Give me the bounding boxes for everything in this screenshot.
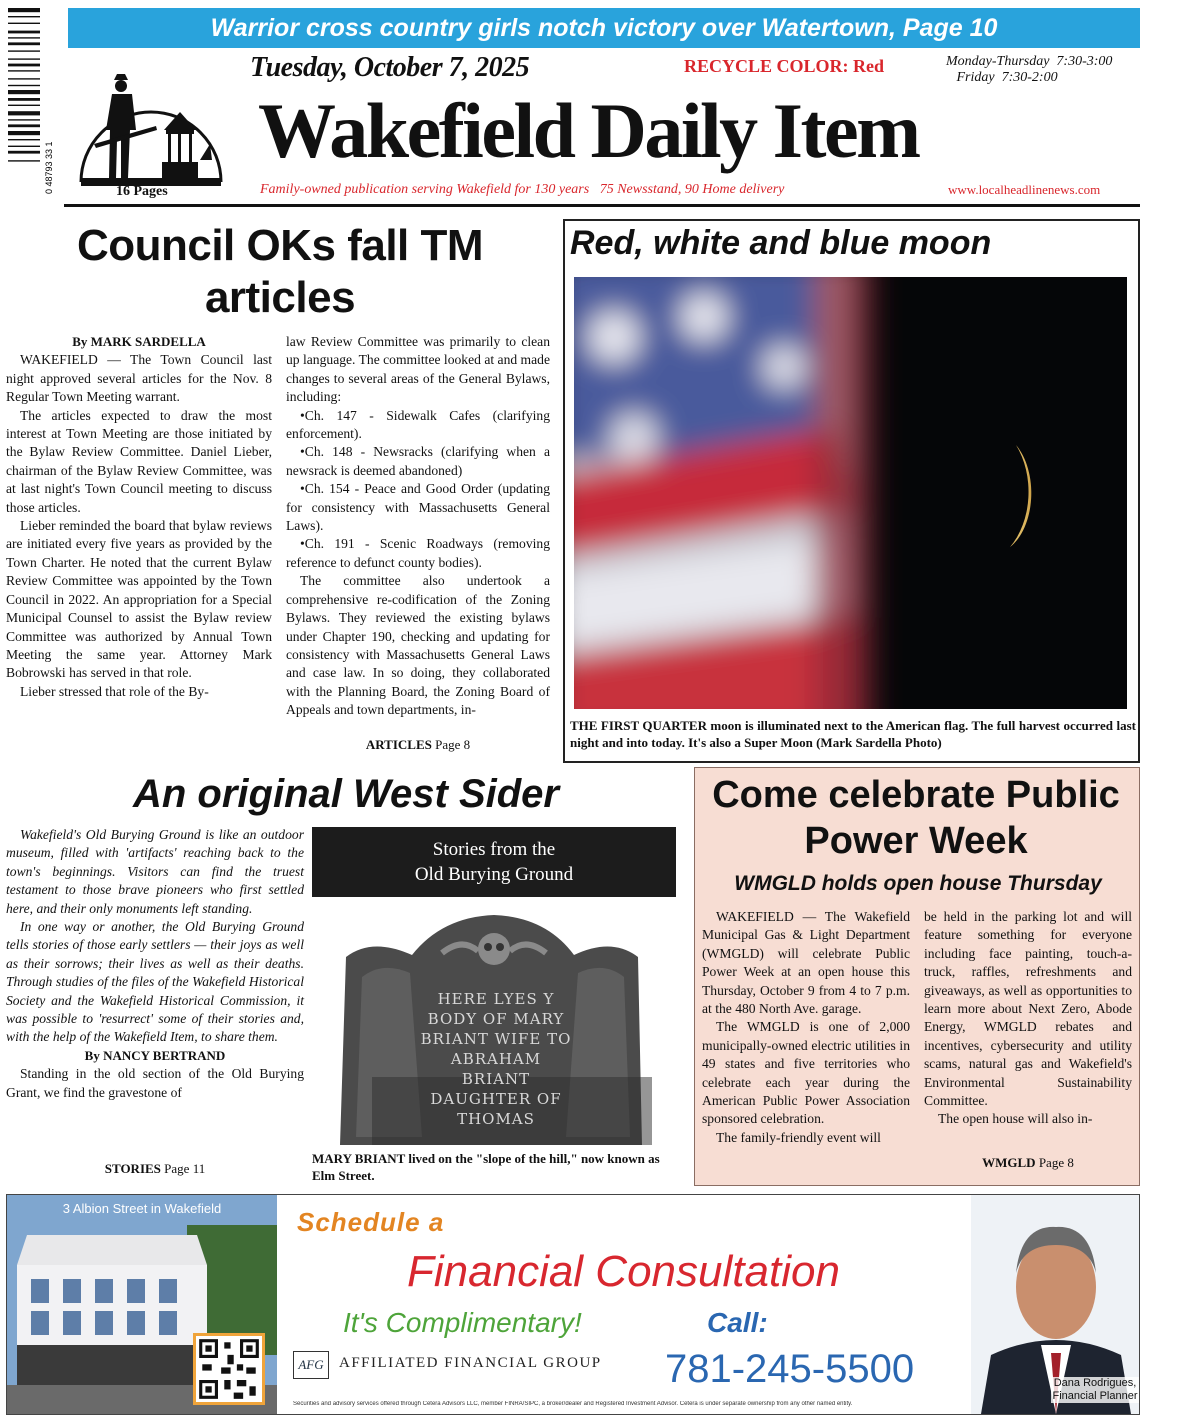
public-power-jump-link[interactable] bbox=[924, 1154, 1132, 1172]
council-column-1 bbox=[6, 333, 272, 701]
building-address: 3 Albion Street in Wakefield bbox=[62, 1201, 222, 1216]
barcode-bar bbox=[8, 131, 40, 135]
qr-code-icon[interactable] bbox=[193, 1333, 265, 1405]
issue-date: Tuesday, October 7, 2025 bbox=[250, 52, 530, 83]
barcode-bar bbox=[8, 85, 40, 86]
jump-page: Page 8 bbox=[431, 737, 471, 752]
moon-flag-photo[interactable] bbox=[574, 277, 1127, 709]
hours-friday: Friday 7:30-2:00 bbox=[946, 70, 1058, 85]
barcode-bar bbox=[8, 50, 40, 51]
recycle-color: RECYCLE COLOR: Red bbox=[684, 56, 885, 76]
paragraph: •Ch. 191 - Scenic Roadways (removing reference to defunct county bodies). bbox=[286, 536, 550, 570]
page-count: 16 Pages bbox=[116, 184, 168, 199]
paragraph: Lieber stressed that role of the By- bbox=[20, 683, 209, 699]
barcode-bar bbox=[8, 105, 40, 106]
afg-logo: AFG bbox=[293, 1351, 329, 1379]
tagline: Family-owned publication serving Wakefield for 130 years 75 Newsstand, 90 Home delivery bbox=[260, 182, 785, 197]
barcode bbox=[4, 4, 56, 204]
public-power-column-1 bbox=[702, 908, 910, 1147]
ad-phone-number[interactable]: 781-245-5500 bbox=[665, 1347, 915, 1391]
paragraph: •Ch. 148 - Newsracks (clarifying when a newsrack is deemed abandoned) bbox=[286, 444, 550, 478]
barcode-digits: 0 48793 33 1 bbox=[44, 141, 54, 194]
barcode-bar bbox=[8, 98, 40, 101]
council-jump-link[interactable] bbox=[286, 736, 550, 754]
barcode-bar bbox=[8, 37, 40, 38]
barcode-bar bbox=[8, 23, 40, 24]
ad-disclaimer: Securities and advisory services offered through Cetera Advisors LLC, member FINRA/SIPC, a broker/dealer and Registered Investment Advisor. Cetera is under separate ownership from any other named entity. bbox=[293, 1401, 853, 1407]
barcode-bar bbox=[8, 8, 40, 12]
paragraph: The WMGLD is one of 2,000 municipally-owned electric utilities in 49 states and five territories who celebrate each year during the American Public Power Association sponsored celebration. bbox=[702, 1019, 910, 1127]
barcode-bar bbox=[8, 90, 40, 94]
public-power-headline[interactable]: Come celebrate Public Power Week bbox=[712, 774, 1120, 862]
paragraph: WAKEFIELD — The Wakefield Municipal Gas & Light Department (WMGLD) will celebrate Public Power Week at an open house this Thursday, October 9 from 4 to 7 p.m. at the 480 North Ave. garage. bbox=[702, 909, 910, 1017]
paragraph: In one way or another, the Old Burying Ground tells stories of those early settlers — their joys as well as their sorrows; their lives as well as their deaths. Through studies of the files of the Wakefield Historical Society and the Wakefield Historical Commission, it was possible to 'resurrect' some of their stories and, with the help of the Wakefield Item, to share them. bbox=[6, 919, 304, 1045]
council-headline[interactable]: Council OKs fall TM articles bbox=[76, 221, 484, 322]
paragraph: The articles expected to draw the most interest at Town Meeting are those initiated by the Bylaw Review Committee. Daniel Lieber, chairman of the Bylaw Review Committee, was at last night's Town Council meeting to discuss those articles. bbox=[6, 407, 272, 515]
masthead-rule bbox=[64, 204, 1140, 207]
gravestone-inscription: HERE LYES Y BODY OF MARY BRIANT WIFE TO ABRAHAM BRIANT DAUGHTER OF THOMAS bbox=[420, 990, 572, 1128]
paragraph: •Ch. 147 - Sidewalk Cafes (clarifying enforcement). bbox=[286, 407, 550, 442]
advisor-name: Dana Rodrigues, Financial Planner bbox=[1052, 1377, 1138, 1402]
paragraph: Standing in the old section of the Old Burying Grant, we find the gravestone of bbox=[6, 1066, 304, 1100]
barcode-bar bbox=[8, 58, 40, 59]
barcode-bar bbox=[8, 124, 40, 127]
barcode-bar bbox=[8, 151, 40, 154]
stories-series-label bbox=[312, 827, 676, 897]
jump-page: Page 8 bbox=[1035, 1155, 1074, 1170]
jump-word: STORIES bbox=[104, 1161, 161, 1176]
paragraph: Wakefield's Old Burying Ground is like an outdoor museum, filled with 'artifacts' reaching back to the town's beginnings. Visitors can find the truest testament to those brave pioneers who first settled here, and their only monuments left standing. bbox=[6, 827, 304, 916]
moon-headline[interactable]: Red, white and blue moon bbox=[570, 224, 992, 262]
minuteman-logo bbox=[76, 60, 226, 190]
paragraph: •Ch. 154 - Peace and Good Order (updating for consistency with Massachusetts General Laws). bbox=[286, 481, 550, 534]
barcode-bar bbox=[8, 16, 40, 17]
barcode-bar bbox=[8, 42, 40, 45]
council-byline: By MARK SARDELLA bbox=[72, 334, 206, 349]
barcode-bar bbox=[8, 119, 40, 120]
paragraph: Lieber reminded the board that bylaw reviews are initiated every five years as provided by the Town Charter. He noted that the current Bylaw Review Committee was appointed by the Town Council in 2022. An appropriation for a Special Municipal Counsel to assist the Bylaw review Committee was authorized by Annual Town Meeting the same year. Attorney Mark Bobrowski has served in that role. bbox=[6, 518, 272, 681]
office-hours bbox=[946, 54, 1112, 86]
hours-weekday: Monday-Thursday 7:30-3:00 bbox=[946, 54, 1113, 69]
west-byline: By NANCY BERTRAND bbox=[84, 1047, 226, 1063]
barcode-bar bbox=[8, 146, 40, 147]
gravestone-photo[interactable] bbox=[312, 897, 676, 1145]
public-power-subhead: WMGLD holds open house Thursday bbox=[734, 872, 1102, 895]
paragraph: The committee also undertook a comprehensive re-codification of the Zoning Bylaws. They reviewed the existing bylaws under Chapter 190, checking and updating for consistency with Massachusetts General Laws and case law. In so doing, they collaborated with the Planning Board, the Zoning Board of Appeals and town departments, in- bbox=[286, 573, 550, 718]
paragraph: WAKEFIELD — The Town Council last night approved several articles for the Nov. 8 Regular Town Meeting warrant. bbox=[6, 352, 272, 405]
financial-ad[interactable] bbox=[6, 1194, 1140, 1415]
paragraph: The open house will also in- bbox=[938, 1111, 1093, 1127]
ad-financial-consultation: Financial Consultation bbox=[407, 1247, 840, 1296]
barcode-bar bbox=[8, 31, 40, 34]
ad-complimentary: It's Complimentary! bbox=[343, 1307, 582, 1338]
barcode-bar bbox=[8, 64, 40, 67]
top-banner[interactable]: Warrior cross country girls notch victory over Watertown, Page 10 bbox=[68, 8, 1140, 48]
public-power-column-2 bbox=[924, 908, 1132, 1129]
jump-word: ARTICLES bbox=[365, 737, 432, 752]
paragraph: The family-friendly event will bbox=[716, 1129, 881, 1145]
moon-caption: THE FIRST QUARTER moon is illuminated next to the American flag. The full harvest occurred last night and into today. It's also a Super Moon (Mark Sardella Photo) bbox=[570, 718, 1136, 750]
nameplate[interactable]: Wakefield Daily Item bbox=[258, 87, 919, 174]
barcode-bar bbox=[8, 78, 40, 79]
paragraph: law Review Committee was primarily to clean up language. The committee looked at and made changes to several areas of the General Bylaws, including: bbox=[286, 334, 550, 405]
barcode-bar bbox=[8, 70, 40, 71]
barcode-bar bbox=[8, 111, 40, 115]
stories-line-2: Old Burying Ground bbox=[414, 864, 574, 885]
stories-line-1: Stories from the bbox=[432, 839, 556, 860]
barcode-bar bbox=[8, 139, 40, 140]
council-column-2 bbox=[286, 333, 550, 720]
paragraph: be held in the parking lot and will feature something for everyone including face painting, touch-a-truck, raffles, refreshments and giveaways, as well as opportunities to learn more about Next Zero, Abode Energy, WMGLD rebates and incentives, cybersecurity and utility scams, natural gas and Wakefield's Environmental Sustainability Committee. bbox=[924, 909, 1132, 1109]
ad-company-name: AFFILIATED FINANCIAL GROUP bbox=[339, 1355, 602, 1371]
gravestone-caption: MARY BRIANT lived on the "slope of the hill," now known as Elm Street. bbox=[312, 1151, 660, 1183]
barcode-bar bbox=[8, 160, 40, 161]
ad-call-label: Call: bbox=[707, 1307, 768, 1338]
west-sider-column bbox=[6, 826, 304, 1102]
west-jump-link[interactable] bbox=[6, 1160, 304, 1178]
west-sider-headline[interactable]: An original West Sider bbox=[133, 772, 559, 816]
jump-page: Page 11 bbox=[160, 1161, 206, 1176]
jump-word: WMGLD bbox=[982, 1155, 1036, 1170]
website-link[interactable]: www.localheadlinenews.com bbox=[948, 182, 1101, 197]
ad-schedule-text: Schedule a bbox=[297, 1207, 445, 1237]
